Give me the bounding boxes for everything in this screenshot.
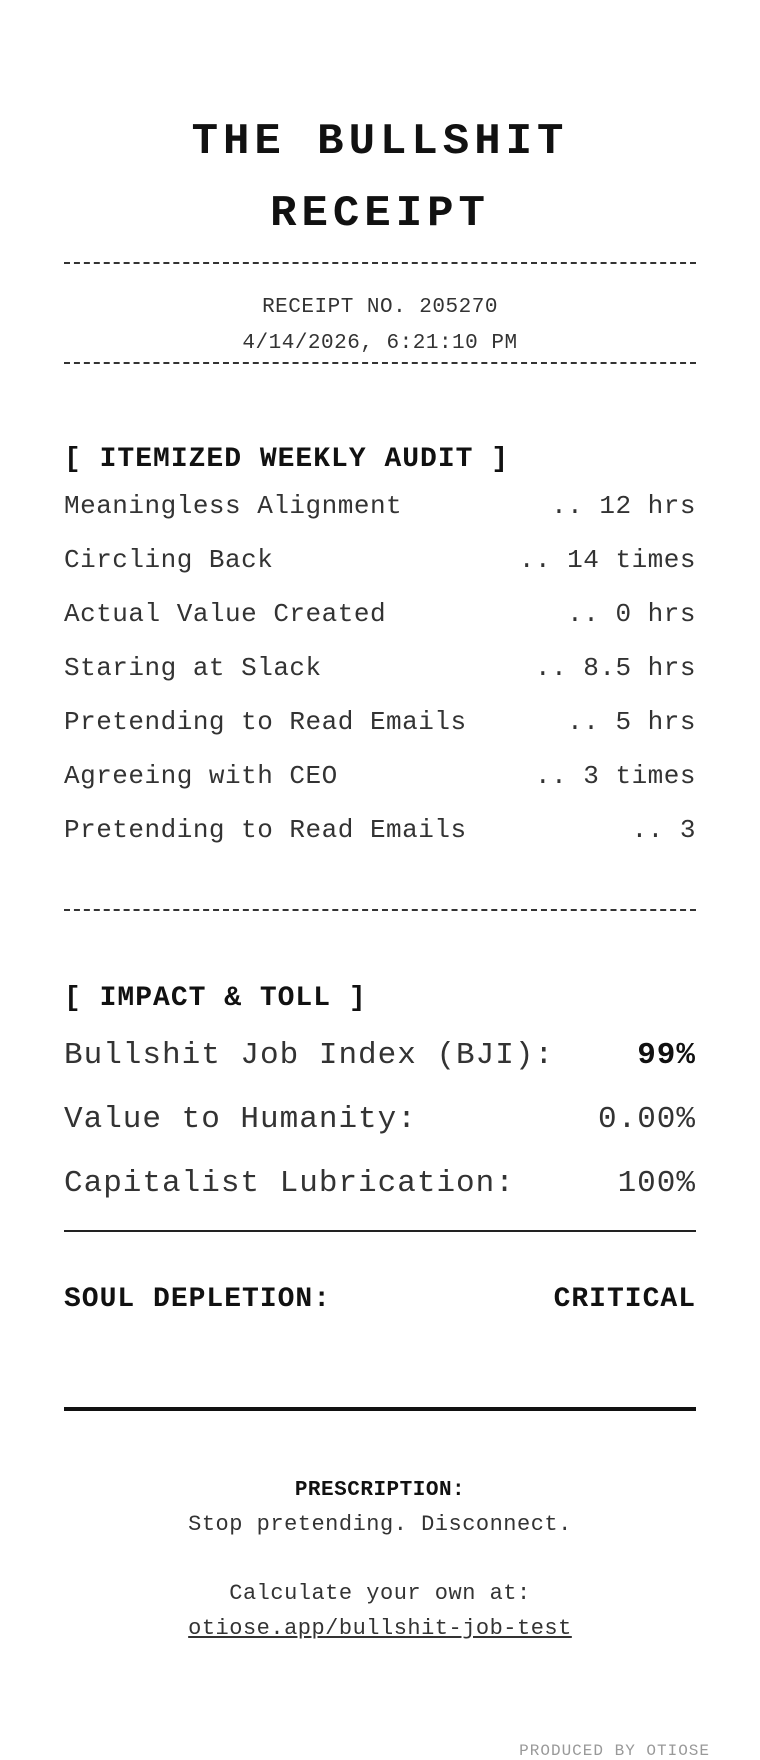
- audit-item-label: Meaningless Alignment: [64, 491, 403, 521]
- impact-value: 100%: [617, 1166, 696, 1201]
- list-item: [64, 653, 696, 707]
- receipt: [64, 0, 696, 1641]
- cta-text: Calculate your own at:: [229, 1581, 531, 1606]
- receipt-title-line1: THE BULLSHIT: [191, 117, 569, 167]
- impact-value: 0.00%: [597, 1102, 696, 1137]
- receipt-title: [64, 106, 696, 250]
- produced-by: PRODUCED BY OTIOSE: [519, 1742, 710, 1760]
- impact-label: Value to Humanity:: [64, 1102, 417, 1137]
- footer: [64, 1479, 696, 1641]
- list-item: [64, 599, 696, 653]
- impact-value: 99%: [637, 1038, 696, 1073]
- list-item: [64, 545, 696, 599]
- receipt-number: RECEIPT NO. 205270: [262, 296, 498, 319]
- audit-item-label: Pretending to Read Emails: [64, 707, 467, 737]
- audit-item-value: .. 8.5 hrs: [534, 653, 696, 683]
- audit-heading: [ ITEMIZED WEEKLY AUDIT ]: [64, 444, 510, 475]
- calculator-link[interactable]: otiose.app/bullshit-job-test: [188, 1616, 572, 1641]
- divider-thick: [64, 1407, 696, 1411]
- impact-label: Capitalist Lubrication:: [64, 1166, 515, 1201]
- impact-list: [64, 1038, 696, 1230]
- divider-solid: [64, 1230, 696, 1232]
- audit-item-value: .. 14 times: [518, 545, 696, 575]
- divider-dashed: [64, 262, 696, 264]
- audit-item-value: .. 12 hrs: [551, 491, 696, 521]
- divider-dashed: [64, 909, 696, 911]
- soul-depletion-value: CRITICAL: [553, 1284, 696, 1315]
- audit-item-label: Pretending to Read Emails: [64, 815, 467, 845]
- receipt-meta: [64, 290, 696, 362]
- audit-item-label: Actual Value Created: [64, 599, 387, 629]
- impact-row-bji: [64, 1038, 696, 1102]
- prescription-text: Stop pretending. Disconnect.: [188, 1512, 572, 1537]
- soul-depletion: [64, 1284, 696, 1315]
- receipt-datetime: 4/14/2026, 6:21:10 PM: [242, 332, 518, 355]
- audit-item-value: .. 3: [631, 815, 696, 845]
- prescription-label: PRESCRIPTION:: [294, 1479, 466, 1502]
- receipt-title-line2: RECEIPT: [270, 189, 490, 239]
- impact-heading: [ IMPACT & TOLL ]: [64, 983, 367, 1014]
- impact-row-lubrication: [64, 1166, 696, 1230]
- audit-item-label: Circling Back: [64, 545, 274, 575]
- audit-item-value: .. 0 hrs: [567, 599, 696, 629]
- impact-row-value: [64, 1102, 696, 1166]
- impact-label: Bullshit Job Index (BJI):: [64, 1038, 555, 1073]
- audit-item-value: .. 3 times: [534, 761, 696, 791]
- audit-item-value: .. 5 hrs: [567, 707, 696, 737]
- list-item: [64, 491, 696, 545]
- audit-item-label: Agreeing with CEO: [64, 761, 338, 791]
- list-item: [64, 761, 696, 815]
- audit-list: [64, 491, 696, 869]
- cta-link-wrap: [64, 1616, 696, 1641]
- list-item: [64, 707, 696, 761]
- divider-dashed: [64, 362, 696, 364]
- audit-item-label: Staring at Slack: [64, 653, 322, 683]
- soul-depletion-label: SOUL DEPLETION:: [64, 1284, 332, 1315]
- list-item: [64, 815, 696, 869]
